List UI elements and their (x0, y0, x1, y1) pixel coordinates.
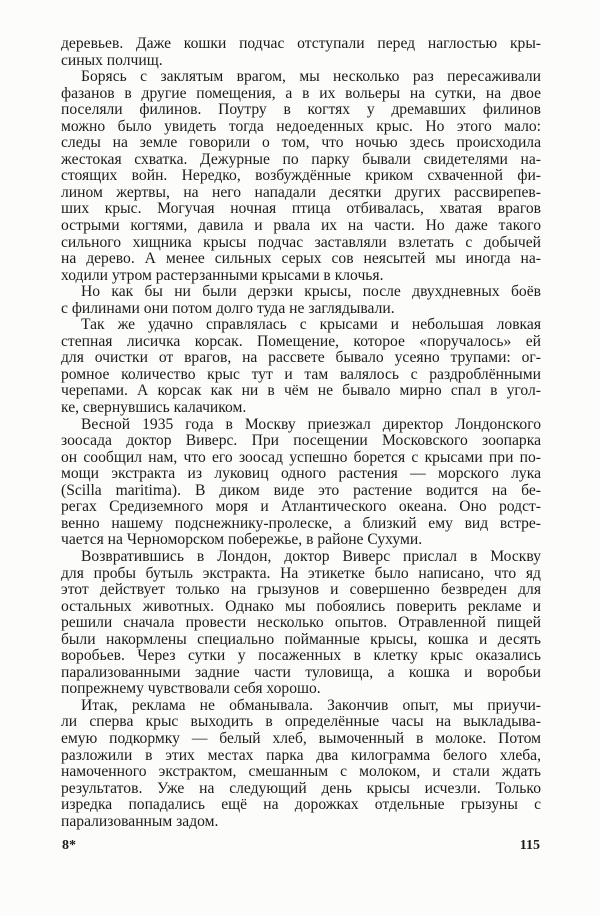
text-line: парализованными задние части туловища, а кошка и воробьи (61, 663, 541, 681)
text-line: попрежнему чувствовали себя хорошо. (61, 680, 321, 698)
text-line: стоящих войн. Нередко, возбуждённые криком схваченной фи- (61, 167, 541, 185)
text-line: Но как бы ни были дерзки крысы, после двухдневных боёв (81, 283, 541, 301)
text-line: емую подкормку — белый хлеб, вымоченный в молоке. Потом (61, 729, 541, 747)
text-line: на дерево. А менее сильных серых сов неясытей мы иногда на- (61, 250, 541, 268)
text-line: для пробы бутыль экстракта. На этикетке было написано, что яд (61, 564, 541, 582)
text-line: сильного хищника крысы подчас заставляли взлетать с добычей (61, 233, 541, 251)
text-line: этот действует только на грызунов и совершенно безвреден для (61, 581, 541, 599)
text-line: ли сперва крыс выходить в определённые часы на выкладыва- (61, 713, 541, 731)
text-line: были накормлены специально пойманные крысы, кошка и десять (61, 630, 541, 648)
text-line: воробьев. Через сутки у посаженных в клетку крыс оказались (61, 647, 541, 665)
text-line: результатов. Уже на следующий день крысы исчезли. Только (61, 779, 541, 797)
text-line: Так же удачно справлялась с крысами и небольшая ловкая (81, 316, 541, 334)
text-line: Итак, реклама не обманывала. Закончив опыт, мы приучи- (81, 696, 541, 714)
text-line: ших крыс. Могучая ночная птица отбивалась, хватая врагов (61, 200, 541, 218)
text-line: (Scilla maritima). В диком виде это растение водится на бе- (61, 481, 541, 499)
paragraph (61, 36, 541, 69)
text-line: жестокая схватка. Дежурные по парку бывали свидетелями на- (61, 150, 541, 168)
page-number: 115 (519, 838, 540, 853)
text-line: разложили в этих местах парка два килограмма белого хлеба, (61, 746, 541, 764)
paragraph (61, 69, 541, 284)
text-line: он сообщил нам, что его зоосад успешно борется с крысами при по- (61, 448, 541, 466)
text-line: Борясь с заклятым врагом, мы несколько раз пересаживали (81, 68, 541, 86)
text-line: лином жертвы, на него нападали десятки других рассвирепев- (61, 183, 541, 201)
text-line: следы на земле говорили о том, что ночью здесь происходила (61, 134, 541, 152)
text-line: ромное количество крыс тут и там валялось с раздроблёнными (61, 365, 541, 383)
paragraph (61, 417, 541, 549)
text-line: Возвратившись в Лондон, доктор Виверс прислал в Москву (81, 547, 541, 565)
paragraph (61, 698, 541, 830)
text-line: регах Средиземного моря и Атлантического океана. Оно родст- (61, 498, 541, 516)
text-line: чается на Черноморском побережье, в районе Сухуми. (61, 531, 423, 549)
text-line: можно было увидеть тогда недоеденных крыс. Но этого мало: (61, 117, 541, 135)
text-line: поселяли филинов. Поутру в когтях у дремавших филинов (61, 101, 541, 119)
signature-mark: 8* (62, 838, 76, 853)
text-line: ходили утром растерзанными крысами в клочья. (61, 266, 384, 284)
text-line: ке, свернувшись калачиком. (61, 399, 247, 417)
text-line: с филинами они потом долго туда не заглядывали. (61, 299, 395, 317)
text-line: остальных животных. Однако мы побоялись поверить рекламе и (61, 597, 541, 615)
text-line: фазанов в другие помещения, а в их вольеры на сутки, на двое (61, 84, 541, 102)
paragraph (61, 284, 541, 317)
text-line: черепами. А корсак как ни в чём не бывало мирно спал в угол- (61, 382, 541, 400)
text-line: степная лисичка корсак. Помещение, которое «поручалось» ей (61, 332, 541, 350)
page-body-text (61, 36, 541, 830)
paragraph (61, 317, 541, 416)
text-line: изредка попадались ещё на дорожках отдельные грызуны с (61, 796, 541, 814)
text-line: синых полчищ. (61, 51, 163, 69)
text-line: венно нашему подснежнику-пролеске, а близкий ему вид встре- (61, 514, 541, 532)
paragraph (61, 549, 541, 698)
text-line: решили сначала провести несколько опытов. Отравленной пищей (61, 614, 541, 632)
text-line: Весной 1935 года в Москву приезжал директор Лондонского (81, 415, 541, 433)
text-line: мощи экстракта из луковиц одного растения — морского лука (61, 465, 541, 483)
text-line: острыми когтями, давила и рвала их на части. Но даже такого (61, 217, 541, 235)
text-line: деревьев. Даже кошки подчас отступали перед наглостью кры- (61, 35, 541, 52)
text-line: зоосада доктор Виверс. При посещении Московского зоопарка (61, 432, 541, 450)
text-line: парализованным задом. (61, 812, 219, 830)
text-line: намоченного экстрактом, смешанным с молоком, и стали ждать (61, 763, 541, 781)
text-line: для очистки от врагов, на рассвете бывало усеяно трупами: ог- (61, 349, 541, 367)
